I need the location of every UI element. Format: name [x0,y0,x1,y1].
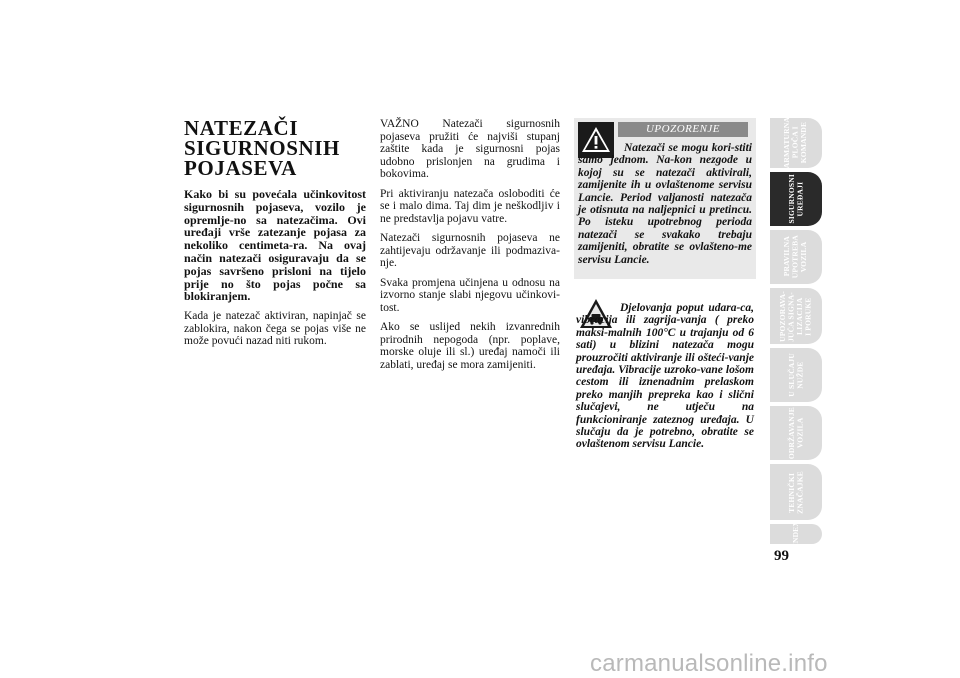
watermark: carmanualsonline.info [590,650,828,677]
tab-correct-use[interactable]: PRAVILNA UPOTREBA VOZILA [770,230,822,284]
tab-maintenance[interactable]: ODRŽAVANJE VOZILA [770,406,822,460]
tab-index[interactable]: INDEX [770,524,822,544]
left-column [184,118,366,355]
page-number: 99 [774,548,789,564]
section-title: NATEZAČI SIGURNOSNIH POJASEVA [184,116,340,180]
paragraph-smoke: Pri aktiviranju natezača osloboditi će se i malo dima. Taj dim je neškodljiv i ne predstavlja pojavu vatre. [380,187,560,225]
paragraph-activation: Kada je natezač aktiviran, napinjač se zablokira, nakon čega se pojas više ne može povući nazad niti rukom. [184,310,366,348]
caution-text: Djelovanja poput udara-ca, vibracija ili zagrija-vanja ( preko maksi-malnih 100°C u trajanju od 6 sati) u blizini natezača mogu prouzročiti aktiviranje ili ošteći-vanje uređaja. Vibracije uzroko-vane lošom cestom ili iznenadnim prelaskom preko manjih prepreka kao i slični slučajevi, ne utječu na funkcioniranje zateznog uređaja. U slučaju da je potrebno, obratite se ovlaštenom servisu Lancie. [576,302,754,451]
warning-text: Natezači se mogu kori-stiti samo jednom. Na-kon nezgode u kojoj su se natezači aktivirali, zamijenite ih u ovlaštenome servisu Lancie. Period valjanosti natezača je otisnuta na naljepnici u pretincu. Po isteku upotrebnog perioda natezači se svakako trebaju zamijeniti, obratite se ovlašteno-me servisu Lancie. [578,142,752,266]
lead-paragraph: Kako bi su povećala učinkovitost sigurnosnih pojaseva, vozilo je opremlje-no sa natezačima. Ovi uređaji vrše zatezanje pojasa za nekoliko centimeta-ra. Na ovaj način natezači osiguravaju da se pojas savršeno prisloni na tijelo prije no što pojas počne sa blokiranjem. [184,187,366,304]
middle-column [380,118,560,378]
paragraph-modification: Svaka promjena učinjena u odnosu na izvorno stanje slabi njegovu učinkovi-tost. [380,276,560,314]
tab-emergency[interactable]: U SLUČAJU NUŽDE [770,348,822,402]
paragraph-replacement: Ako se uslijed nekih izvanrednih prirodnih nepogoda (npr. poplave, morske oluje ili sl.) uređaj namoči ili zablati, uređaj se mora zamijeniti. [380,321,560,371]
paragraph-maintenance: Natezači sigurnosnih pojaseva ne zahtijevaju održavanje ili podmaziva-nje. [380,232,560,269]
tab-dashboard-controls[interactable]: ARMATURNA PLOČA I KOMANDE [770,118,822,168]
warning-badge: UPOZORENJE [618,122,748,137]
tab-safety-devices[interactable]: SIGURNOSNI UREĐAJI [770,172,822,226]
paragraph-important: VAŽNO Natezači sigurnosnih pojaseva pružiti će najviši stupanj zaštite kada je sigurnosni pojas udobno prislonjen na grudima i bokovima. [380,118,560,180]
tab-warnings-messages[interactable]: UPOZORAVA- JUĆA SIGNA- LIZACIJA I PORUKE [770,288,822,344]
tab-technical-specs[interactable]: TEHNIČKI ZNAČAJKE [770,464,822,520]
